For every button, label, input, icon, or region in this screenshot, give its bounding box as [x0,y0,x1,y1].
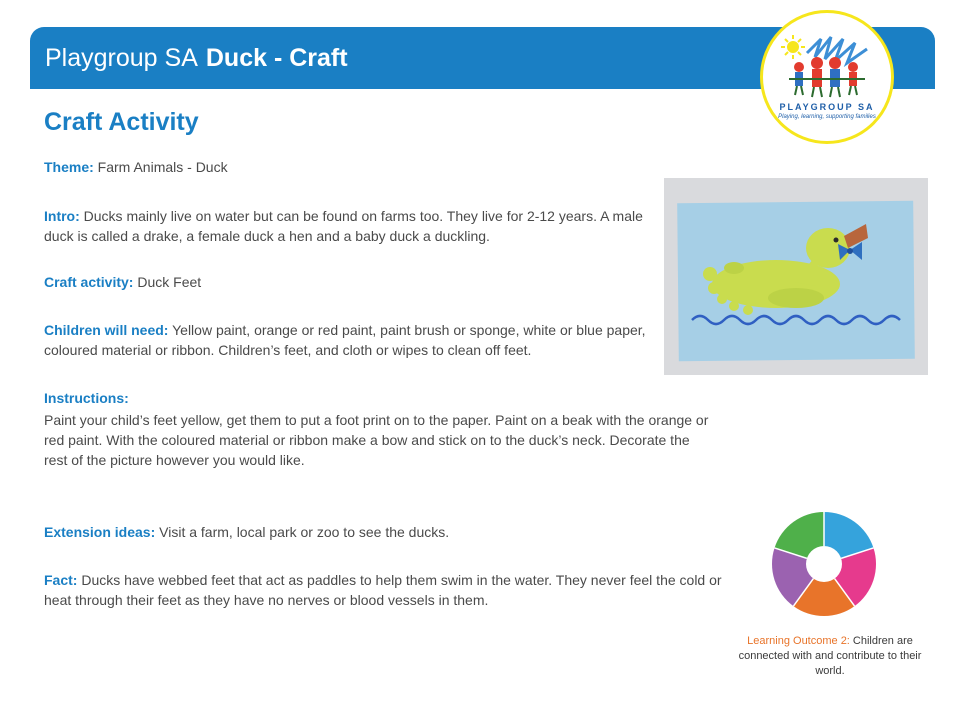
learning-outcome-text: Children are connected with and contribute to their world. [738,635,922,677]
materials-paragraph [44,320,664,360]
fact-paragraph [44,570,724,610]
fact-text: Ducks have webbed feet that act as paddles to help them swim in the water. They never feel the cold or heat through their feet as they have no nerves or blood vessels in them. [44,572,722,608]
extension-paragraph [44,522,449,542]
logo-wordmark: PLAYGROUP SA [779,102,875,112]
materials-text: Yellow paint, orange or red paint, paint brush or sponge, white or blue paper, coloured material or ribbon. Children’s feet, and cloth or wipes to clean off feet. [44,322,646,358]
instructions-heading: Instructions: [44,390,129,406]
intro-text: Ducks mainly live on water but can be found on farms too. They live for 2-12 years. A male duck is called a drake, a female duck a hen and a baby duck a duckling. [44,208,643,244]
theme-label: Theme: [44,159,94,175]
page-title: Craft Activity [44,108,199,136]
intro-label: Intro: [44,208,80,224]
logo-tagline: Playing, learning, supporting families [778,114,876,120]
learning-outcome-label: Learning Outcome 2: [747,635,850,647]
playgroup-logo [760,10,894,144]
family-figures-icon [789,57,865,97]
craft-activity-text: Duck Feet [133,274,202,290]
extension-label: Extension ideas: [44,524,156,540]
intro-paragraph [44,206,664,246]
fact-label: Fact: [44,572,78,588]
learning-outcomes-wheel [772,512,876,616]
duck-footprint-picture [664,178,928,375]
duck-eye [834,238,839,243]
extension-text: Visit a farm, local park or zoo to see the ducks. [155,524,450,540]
craft-activity-label: Craft activity: [44,274,134,290]
playgroup-logo-graphic [763,13,891,141]
materials-label: Children will need: [44,322,169,338]
craft-activity-paragraph [44,272,201,292]
header-page-title: Duck - Craft [205,44,348,72]
instructions-text: Paint your child’s feet yellow, get them to put a foot print on to the paper. Paint on a beak with the orange or red paint. With the coloured material or ribbon make a bow and stick on to the duck’s neck. Decorate the rest of the picture however you would like. [44,412,709,468]
theme-text: Farm Animals - Duck [93,159,228,175]
theme-paragraph [44,157,228,177]
header-org: Playgroup SA [45,44,198,72]
learning-outcome-caption [738,634,922,679]
sun-icon [781,35,805,59]
duck-craft-photo [664,178,928,375]
header-title [45,44,348,73]
